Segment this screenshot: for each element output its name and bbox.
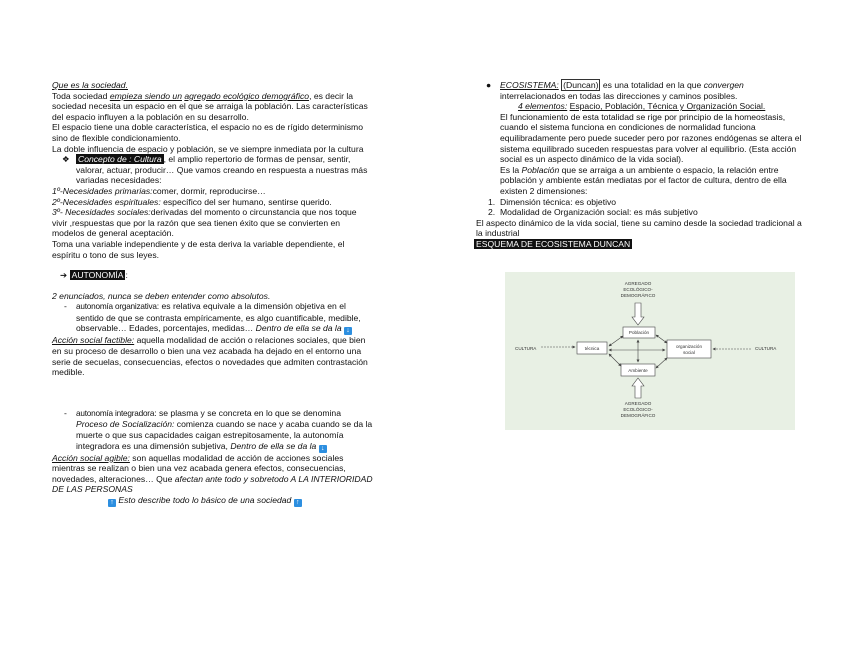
paragraph-espacio: El espacio tiene una doble característica, el espacio no es de rígido determinismo sino de flexible condicionamiento. [52,122,363,143]
text-fragment: afectan ante todo y sobretodo A LA INTERIORIDAD DE LAS PERSONAS [52,473,373,495]
text-fragment: autonomía integradora [76,408,155,418]
necesidad-social [52,207,374,239]
highlight-autonomia: AUTONOMÍA [71,270,124,281]
cultura-left-label: CULTURA [515,346,537,351]
text-fragment: 2º-Necesidades espirituales: [52,196,161,207]
cultura-right-label: CULTURA [755,346,777,351]
text-fragment: : [125,270,128,281]
accion-agible [52,453,374,495]
text-fragment: Dentro de ella se da la [255,323,342,334]
text-fragment: Acción social factible: [52,335,135,346]
top-hollow-arrow [632,303,644,325]
text-fragment: Proceso de Socialización: [76,419,175,430]
boxed-author: (Duncan) [563,80,599,90]
paragraph-variable: Toma una variable independiente y de esta deriva la variable dependiente, el espíritu o tono de sus leyes. [52,238,345,260]
paragraph-influencia: La doble influencia de espacio y población, se ve siempre inmediata por la cultura [52,143,364,154]
round-bullet-icon: ● [486,80,492,90]
organizacion-label: social [683,350,695,355]
right-column [474,80,804,250]
text-fragment: Población [521,164,560,175]
enunciados: 2 enunciados, nunca se deben entender como absolutos. [52,290,271,301]
esquema-heading [474,239,804,250]
top-label-line: DEMOGRÁFICO [620,293,656,298]
text-fragment: ECOSISTEMA: [500,80,559,90]
aspecto-dinamico: El aspecto dinámico de la vida social, tiene su camino desde la sociedad tradicional a la industrial [476,217,802,239]
text-fragment: específico del ser humano, sentirse querido. [163,196,332,207]
text-fragment: comer, dormir, reproducirse… [152,185,266,196]
ecosistema-diagram [505,272,795,430]
link-tecnica-poblacion [609,336,623,346]
spacer [52,260,374,270]
autonomia-heading [52,270,374,281]
spacer [52,378,374,398]
text-fragment: Toda sociedad [52,90,108,101]
spacer [52,398,374,408]
text-fragment: autonomía organizativa [76,302,157,312]
bottom-label-line: AGREGADO [624,401,652,406]
text-fragment: derivadas del momento o circunstancia que nos toque vivir ,respuestas que por la razón que sea tienen éxito que se convierten en modelos de general aceptación. [52,207,357,239]
link-tecnica-ambiente [609,354,621,366]
final-note [52,495,374,507]
tecnica-label: técnica [584,346,600,351]
spacer [52,281,374,291]
text-fragment: 1º-Necesidades primarias: [52,185,153,196]
poblacion-label: Población [628,330,650,335]
list-number: 2. [488,207,496,218]
arrow-down-icon: ↓ [344,327,352,335]
section-title: Que es la sociedad. [52,80,128,90]
text-fragment: 3º- Necesidades sociales: [52,207,151,218]
bottom-label-line: DEMOGRÁFICO [620,413,656,418]
text-fragment: Espacio, Población, Técnica y Organización Social. [569,101,766,112]
text-fragment: son aquellas modalidad de acción de acciones sociales mientras se realizan o bien una vez acabada genera efectos, consecuencias, novedades, alteraciones… Que [52,452,346,484]
text-fragment: interrelacionados en todas las direcciones y caminos posibles. [500,90,738,101]
diagram-svg [505,272,795,430]
bullet-cultura [52,154,374,186]
top-label-line: AGREGADO [624,281,652,286]
text-fragment: aquella modalidad de acción o relaciones sociales, que bien en su proceso de desarrollo o bien una vez acabada ha dejado en el entorno una serie de secuelas, consecuencias, efectos o novedades que admiten contrastación medible. [52,335,368,378]
arrow-right-icon: ➔ [60,270,68,281]
text-fragment: agregado ecológico demográfico [184,90,310,101]
dash-bullet: - [64,301,67,312]
text-fragment: Modalidad de Organización social: es más subjetivo [500,207,698,218]
organizacion-box [667,340,711,358]
bottom-label-line: ECOLÓGICO- [623,407,653,412]
text-fragment: comienza cuando se nace y acaba cuando se da la muerte o que sus capacidades caigan estrepitosamente, la autonomía integradora es una dimensión subjetiva, [76,419,373,451]
text-fragment: Dentro de ella se da la [230,440,317,451]
text-fragment: que se arraiga a un ambiente o espacio, la relación entre población y ambiente están mediatas por el factor de cultura, dentro de ella existen 2 dimensiones: [500,164,787,196]
ambiente-label: Ambiente [628,368,648,373]
arrow-up-icon: ↑ [294,499,302,507]
accion-factible [52,335,374,377]
text-fragment: Esto describe todo lo básico de una sociedad [118,495,292,505]
bullet-ecosistema [474,80,804,101]
dash-bullet: - [64,407,67,418]
left-column [52,80,374,507]
link-poblacion-organizacion [656,335,667,343]
highlight-esquema: ESQUEMA DE ECOSISTEMA DUNCAN [476,238,631,249]
necesidad-espiritual [52,197,374,208]
item-autonomia-integradora [52,408,374,453]
text-fragment: : es relativa equivale a la dimensión objetiva en el sentido de que se contrasta empíricamente, es algo cuantificable, medible, observable… Edades, porcentajes, medidas… [76,301,361,334]
arrow-up-icon: ↑ [108,499,116,507]
text-fragment: Dimensión técnica: es objetivo [500,196,617,207]
paragraph-sociedad [52,91,374,123]
elementos [474,101,804,112]
text-fragment: : se plasma y se concreta en lo que se denomina [154,407,341,418]
diamond-bullet-icon: ❖ [62,154,70,165]
list-number: 1. [488,196,496,207]
poblacion-paragraph [474,165,804,197]
funcionamiento: El funcionamiento de esta totalidad se rige por principio de la homeostasis, cuando el sistema funciona en condiciones de normalidad funciona equilibradamente pero puede suceder pero por razones endógenas se altera el sistema equilibrado suceden respuestas para volver al equilibrio. (Esta acción social es un aspecto dinámico de la vida social). [500,111,802,165]
text-fragment: 4 elementos: [518,101,568,112]
top-label-line: ECOLÓGICO- [623,287,653,292]
list-item [474,207,804,218]
text-fragment: Es la [500,164,520,175]
link-ambiente-organizacion [656,358,667,368]
item-autonomia-organizativa [52,301,374,335]
text-fragment: , el amplio repertorio de formas de pensar, sentir, valorar, actuar, producir… Que vamos creando en respuesta a nuestras más variadas necesidades: [76,154,368,186]
list-item [474,197,804,208]
bottom-hollow-arrow [632,378,644,398]
highlight-cultura: Concepto de : Cultura [78,154,162,165]
text-fragment: Acción social agible: [52,452,130,463]
necesidad-primaria [52,186,374,197]
text-fragment: convergen [703,80,744,90]
text-fragment: , es decir la sociedad necesita un espacio en el que se arraiga la población. Las características del espacio influyen a la población en su desarrollo. [52,90,368,122]
text-fragment: es una totalidad en la que [602,80,702,90]
arrow-down-icon: ↓ [319,445,327,453]
organizacion-label: organización [675,344,703,349]
text-fragment: empieza siendo un [109,90,182,101]
